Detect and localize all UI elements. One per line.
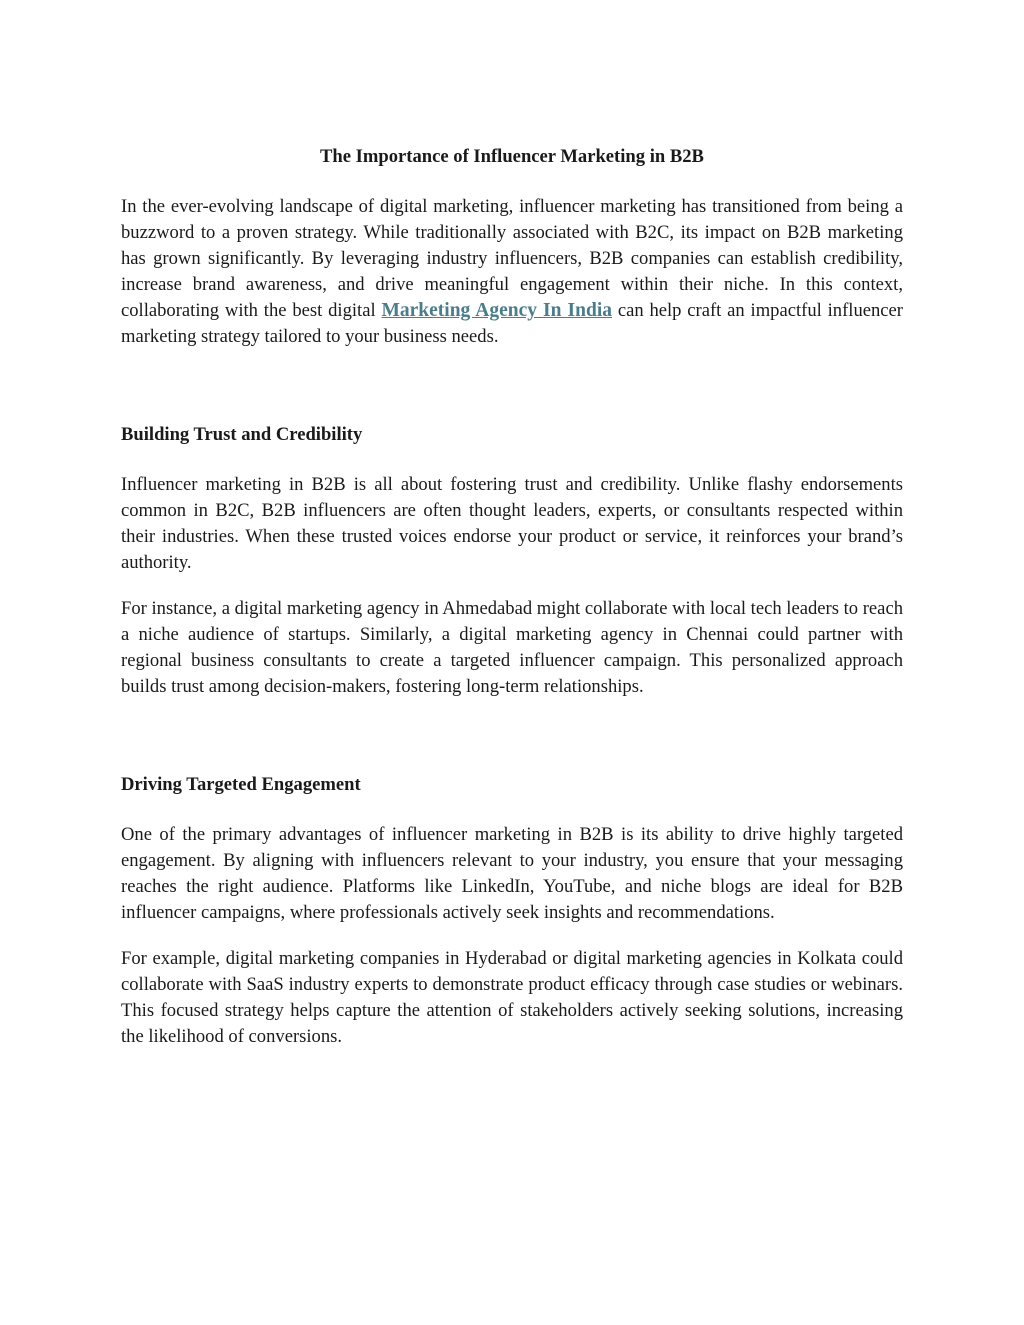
intro-text-after-link: can help craft an impactful influencer marketing strategy tailored to your business needs. — [121, 300, 903, 347]
trust-paragraph-2: For instance, a digital marketing agency in Ahmedabad might collaborate with local tech leaders to reach a niche audience of startups. Similarly, a digital marketing agency in Chennai could partner with regional business consultants to create a targeted influencer campaign. This personalized approach builds trust among decision-makers, fostering long-term relationships. — [121, 598, 903, 697]
intro-paragraph — [121, 194, 903, 350]
engagement-paragraph-1: One of the primary advantages of influencer marketing in B2B is its ability to drive highly targeted engagement. By aligning with influencers relevant to your industry, you ensure that your messaging reaches the right audience. Platforms like LinkedIn, YouTube, and niche blogs are ideal for B2B influencer campaigns, where professionals actively seek insights and recommendations. — [121, 824, 903, 923]
intro-text-before-link: In the ever-evolving landscape of digital marketing, influencer marketing has transitioned from being a buzzword to a proven strategy. While traditionally associated with B2C, its impact on B2B marketing has grown significantly. By leveraging industry influencers, B2B companies can establish credibility, increase brand awareness, and drive meaningful engagement within their niche. In this context, collaborating with the best digital — [121, 196, 903, 321]
document-title: The Importance of Influencer Marketing in B2B — [320, 146, 704, 167]
section-heading-engagement: Driving Targeted Engagement — [121, 774, 361, 795]
section-heading-trust: Building Trust and Credibility — [121, 424, 363, 445]
marketing-agency-link[interactable]: Marketing Agency In India — [381, 300, 612, 321]
engagement-paragraph-2: For example, digital marketing companies in Hyderabad or digital marketing agencies in Kolkata could collaborate with SaaS industry experts to demonstrate product efficacy through case studies or webinars. This focused strategy helps capture the attention of stakeholders actively seeking solutions, increasing the likelihood of conversions. — [121, 948, 903, 1047]
document-page — [121, 140, 903, 1050]
trust-paragraph-1: Influencer marketing in B2B is all about fostering trust and credibility. Unlike flashy endorsements common in B2C, B2B influencers are often thought leaders, experts, or consultants respected within their industries. When these trusted voices endorse your product or service, it reinforces your brand’s authority. — [121, 474, 903, 573]
